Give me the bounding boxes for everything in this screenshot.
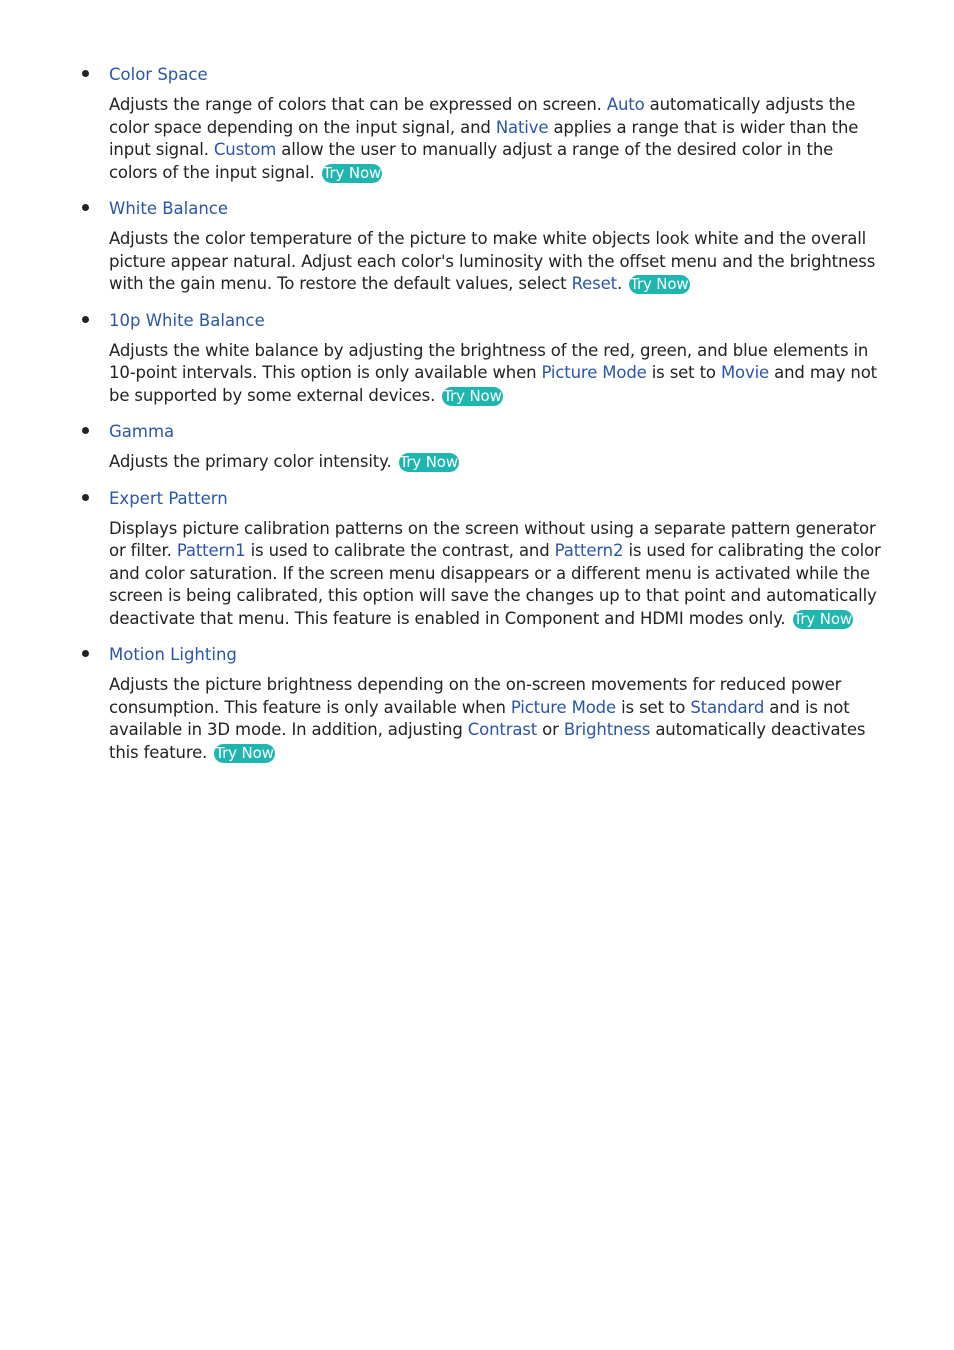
keyword-pattern1: Pattern1	[176, 541, 246, 560]
keyword-reset: Reset	[571, 274, 617, 293]
try-now-button[interactable]: Try Now	[443, 386, 502, 405]
description-text: Adjusts the range of colors that can be expressed on screen.	[109, 95, 607, 114]
bullet-icon	[82, 204, 89, 211]
keyword-pattern2: Pattern2	[554, 541, 624, 560]
keyword-standard: Standard	[690, 697, 765, 717]
item-description	[109, 674, 886, 764]
manual-page	[0, 60, 954, 774]
item-title: Motion Lighting	[109, 645, 237, 664]
bullet-icon	[82, 494, 89, 501]
keyword-contrast: Contrast	[467, 720, 538, 739]
item-description	[109, 228, 886, 296]
description-text: Displays picture calibration patterns on the screen without using a separate pattern generator or filter.	[109, 518, 876, 560]
try-now-button[interactable]: Try Now	[630, 275, 689, 293]
keyword-movie: Movie	[720, 363, 770, 382]
description-text: and may not be supported by some external devices.	[109, 363, 877, 405]
item-title: White Balance	[109, 199, 229, 218]
item-title: Color Space	[109, 65, 208, 84]
bullet-icon	[82, 70, 89, 77]
description-text: allow the user to manually adjust a range of the desired color in the colors of the input signal.	[109, 140, 834, 182]
keyword-auto: Auto	[606, 95, 645, 114]
list-item-10p-white-balance	[0, 306, 954, 408]
keyword-native: Native	[495, 117, 549, 137]
description-text: Adjusts the picture brightness depending on the on-screen movements for reduced power consumption. This feature is only available when	[109, 675, 842, 717]
item-description	[109, 451, 886, 474]
keyword-custom: Custom	[213, 140, 277, 159]
description-text: automatically deactivates this feature.	[109, 720, 866, 762]
item-title: 10p White Balance	[109, 310, 265, 330]
keyword-picture-mode: Picture Mode	[510, 697, 617, 717]
item-title: Gamma	[109, 422, 175, 441]
bullet-icon	[82, 650, 89, 657]
list-item-color-space	[0, 60, 954, 184]
try-now-button[interactable]: Try Now	[215, 743, 274, 762]
description-text: Adjusts the white balance by adjusting the brightness of the red, green, and blue elements in 10-point intervals. This option is only available when	[109, 340, 869, 382]
description-text: is used for calibrating the color and color saturation. If the screen menu disappears or a different menu is activated while the screen is being calibrated, this option will save the changes up to that point and automatically deactivate that menu. This feature is enabled in Component and HDMI modes only.	[109, 541, 881, 628]
description-text: or	[537, 720, 564, 739]
description-text: .	[616, 274, 628, 293]
settings-list	[0, 60, 954, 764]
item-title: Expert Pattern	[109, 488, 228, 508]
description-text: is used to calibrate the contrast, and	[245, 541, 555, 560]
keyword-brightness: Brightness	[563, 720, 651, 739]
list-item-motion-lighting	[0, 640, 954, 764]
description-text: and is not available in 3D mode. In addition, adjusting	[109, 697, 850, 739]
bullet-icon	[82, 427, 89, 434]
description-text: is set to	[616, 697, 691, 717]
list-item-white-balance	[0, 194, 954, 296]
list-item-expert-pattern	[0, 484, 954, 631]
keyword-picture-mode: Picture Mode	[541, 363, 647, 382]
item-description	[109, 518, 886, 631]
description-text: applies a range that is wider than the input signal.	[109, 117, 859, 159]
item-description	[109, 340, 886, 408]
description-text: automatically adjusts the color space depending on the input signal, and	[109, 95, 856, 137]
try-now-button[interactable]: Try Now	[399, 453, 458, 471]
list-item-gamma	[0, 417, 954, 474]
try-now-button[interactable]: Try Now	[322, 163, 382, 182]
description-text: Adjusts the color temperature of the picture to make white objects look white and the overall picture appear natural. Adjust each color's luminosity with the offset menu and the brightness with the gain menu. To restore the default values, select	[109, 229, 876, 293]
item-description	[109, 94, 886, 184]
description-text: Adjusts the primary color intensity.	[109, 452, 397, 471]
try-now-button[interactable]: Try Now	[793, 609, 852, 628]
description-text: is set to	[646, 363, 721, 382]
bullet-icon	[82, 316, 89, 323]
